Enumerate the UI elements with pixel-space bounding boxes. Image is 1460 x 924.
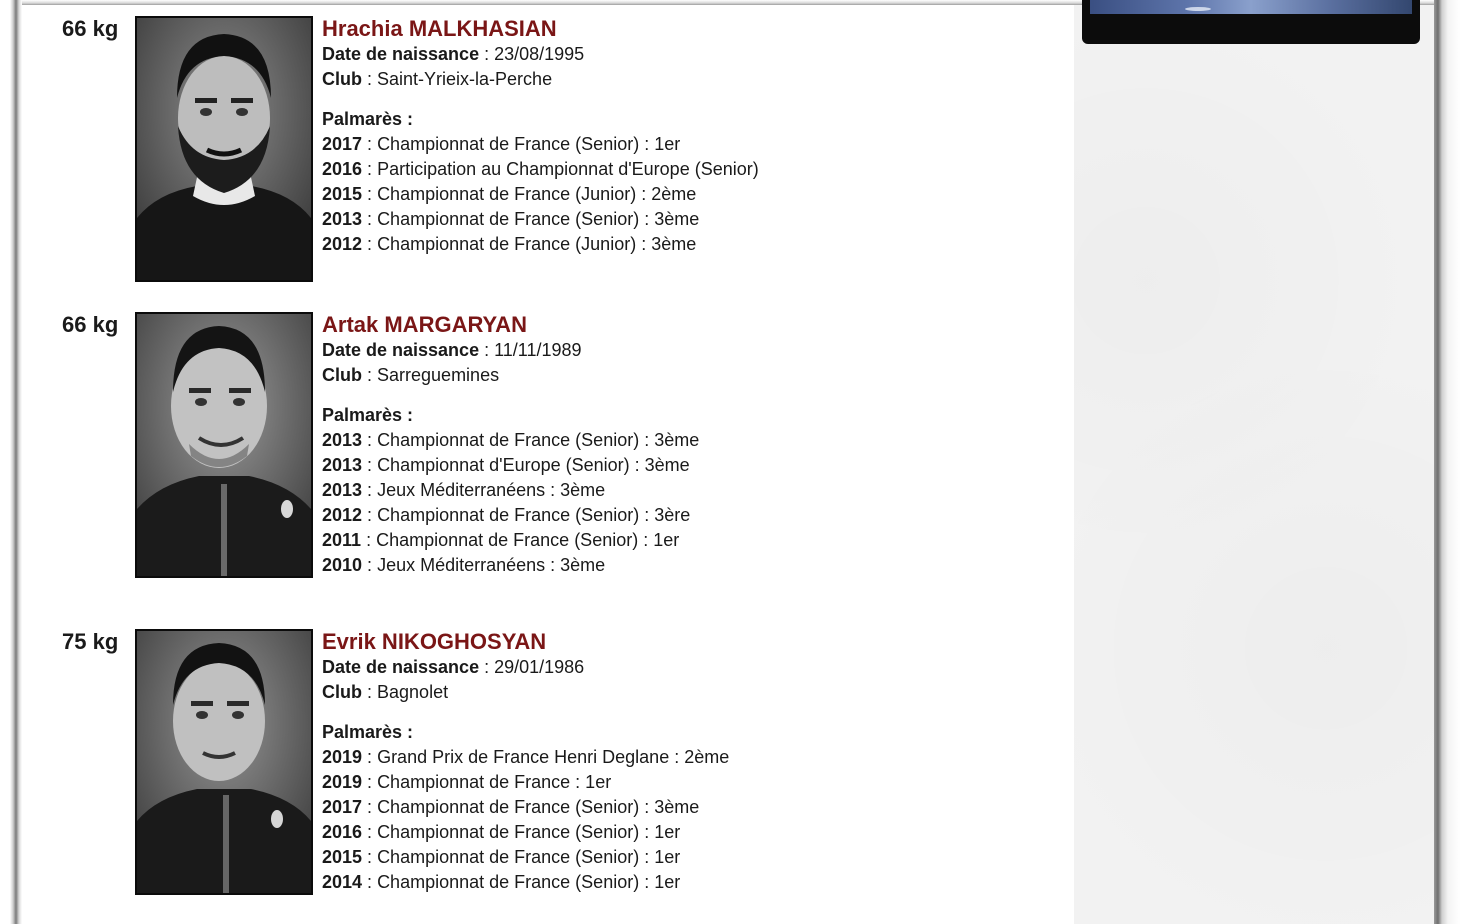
palmares-item: 2017 : Championnat de France (Senior) : 3ème	[322, 797, 700, 817]
palmares-text: Jeux Méditerranéens : 3ème	[377, 480, 606, 500]
palmares-item: 2015 : Championnat de France (Junior) : 2ème	[322, 184, 697, 204]
weight-class: 75 kg	[62, 629, 119, 654]
palmares-year: 2019	[322, 747, 363, 767]
birth-date-label: Date de naissance	[322, 44, 480, 64]
banner-image	[1090, 0, 1412, 14]
palmares-text: Championnat d'Europe (Senior) : 3ème	[377, 455, 690, 475]
palmares-year: 2017	[322, 134, 363, 154]
palmares-year: 2016	[322, 822, 363, 842]
palmares-text: Championnat de France (Senior) : 1er	[377, 847, 681, 867]
club-label: Club	[322, 69, 362, 89]
birth-date-value: 11/11/1989	[494, 340, 582, 360]
club-value: Sarreguemines	[377, 365, 500, 385]
palmares-year: 2013	[322, 209, 363, 229]
athlete-photo	[135, 312, 313, 578]
palmares-text: Championnat de France (Junior) : 2ème	[377, 184, 697, 204]
club-value: Bagnolet	[377, 682, 449, 702]
palmares-year: 2014	[322, 872, 363, 892]
birth-date-row: Date de naissance : 23/08/1995	[322, 44, 585, 64]
palmares-text: Championnat de France (Senior) : 1er	[377, 134, 681, 154]
palmares-text: Championnat de France (Junior) : 3ème	[377, 234, 697, 254]
birth-date-row: Date de naissance : 11/11/1989	[322, 340, 582, 360]
palmares-text: Championnat de France (Senior) : 3ème	[377, 797, 700, 817]
palmares-item: 2013 : Jeux Méditerranéens : 3ème	[322, 480, 606, 500]
palmares-item: 2017 : Championnat de France (Senior) : 1er	[322, 134, 681, 154]
palmares-text: Championnat de France (Senior) : 3ème	[377, 209, 700, 229]
palmares-year: 2015	[322, 184, 363, 204]
birth-date-label: Date de naissance	[322, 657, 480, 677]
page-right-border	[1434, 0, 1460, 924]
palmares-year: 2017	[322, 797, 363, 817]
palmares-heading: Palmarès :	[322, 109, 414, 129]
palmares-heading: Palmarès :	[322, 722, 414, 742]
palmares-text: Championnat de France (Senior) : 3ème	[377, 430, 700, 450]
club-row: Club : Saint-Yrieix-la-Perche	[322, 69, 553, 89]
page-left-border	[0, 0, 22, 924]
palmares-item: 2015 : Championnat de France (Senior) : 1er	[322, 847, 681, 867]
palmares-year: 2015	[322, 847, 363, 867]
athlete-name[interactable]: Evrik NIKOGHOSYAN	[322, 629, 547, 654]
palmares-year: 2016	[322, 159, 363, 179]
birth-date-value: 23/08/1995	[494, 44, 585, 64]
palmares-heading: Palmarès :	[322, 405, 414, 425]
club-label: Club	[322, 682, 362, 702]
birth-date-value: 29/01/1986	[494, 657, 585, 677]
athlete-info	[322, 16, 759, 257]
club-value: Saint-Yrieix-la-Perche	[377, 69, 553, 89]
palmares-item: 2013 : Championnat de France (Senior) : 3ème	[322, 209, 700, 229]
athlete-photo	[135, 629, 313, 895]
palmares-item: 2010 : Jeux Méditerranéens : 3ème	[322, 555, 606, 575]
athlete-name[interactable]: Hrachia MALKHASIAN	[322, 16, 557, 41]
palmares-text: Championnat de France (Senior) : 1er	[377, 872, 681, 892]
birth-date-label: Date de naissance	[322, 340, 480, 360]
sidebar	[1074, 5, 1434, 924]
athlete-list	[22, 5, 1074, 924]
sidebar-banner[interactable]	[1082, 0, 1420, 44]
palmares-year: 2013	[322, 480, 363, 500]
athlete-name[interactable]: Artak MARGARYAN	[322, 312, 527, 337]
palmares-year: 2010	[322, 555, 363, 575]
banner-highlight	[1185, 7, 1211, 11]
palmares-item: 2019 : Grand Prix de France Henri Deglane : 2ème	[322, 747, 730, 767]
palmares-item: 2011 : Championnat de France (Senior) : 1er	[322, 530, 680, 550]
palmares-item: 2013 : Championnat d'Europe (Senior) : 3ème	[322, 455, 690, 475]
athlete-info	[322, 629, 729, 895]
palmares-year: 2011	[322, 530, 362, 550]
palmares-text: Participation au Championnat d'Europe (Senior)	[377, 159, 759, 179]
palmares-year: 2012	[322, 234, 363, 254]
club-label: Club	[322, 365, 362, 385]
palmares-item: 2016 : Participation au Championnat d'Europe (Senior)	[322, 159, 759, 179]
palmares-item: 2012 : Championnat de France (Junior) : 3ème	[322, 234, 697, 254]
palmares-year: 2013	[322, 430, 363, 450]
club-row: Club : Sarreguemines	[322, 365, 500, 385]
palmares-text: Championnat de France (Senior) : 1er	[377, 822, 681, 842]
palmares-year: 2013	[322, 455, 363, 475]
palmares-text: Championnat de France : 1er	[377, 772, 612, 792]
athlete-photo	[135, 16, 313, 282]
palmares-text: Championnat de France (Senior) : 3ère	[377, 505, 691, 525]
birth-date-row: Date de naissance : 29/01/1986	[322, 657, 585, 677]
weight-class: 66 kg	[62, 16, 119, 41]
palmares-item: 2016 : Championnat de France (Senior) : 1er	[322, 822, 681, 842]
palmares-item: 2012 : Championnat de France (Senior) : 3ère	[322, 505, 691, 525]
palmares-text: Grand Prix de France Henri Deglane : 2ème	[377, 747, 730, 767]
palmares-item: 2019 : Championnat de France : 1er	[322, 772, 612, 792]
club-row: Club : Bagnolet	[322, 682, 449, 702]
palmares-item: 2013 : Championnat de France (Senior) : 3ème	[322, 430, 700, 450]
palmares-year: 2012	[322, 505, 363, 525]
palmares-year: 2019	[322, 772, 363, 792]
weight-class: 66 kg	[62, 312, 119, 337]
palmares-text: Jeux Méditerranéens : 3ème	[377, 555, 606, 575]
palmares-item: 2014 : Championnat de France (Senior) : 1er	[322, 872, 681, 892]
palmares-text: Championnat de France (Senior) : 1er	[376, 530, 680, 550]
athlete-info	[322, 312, 699, 578]
